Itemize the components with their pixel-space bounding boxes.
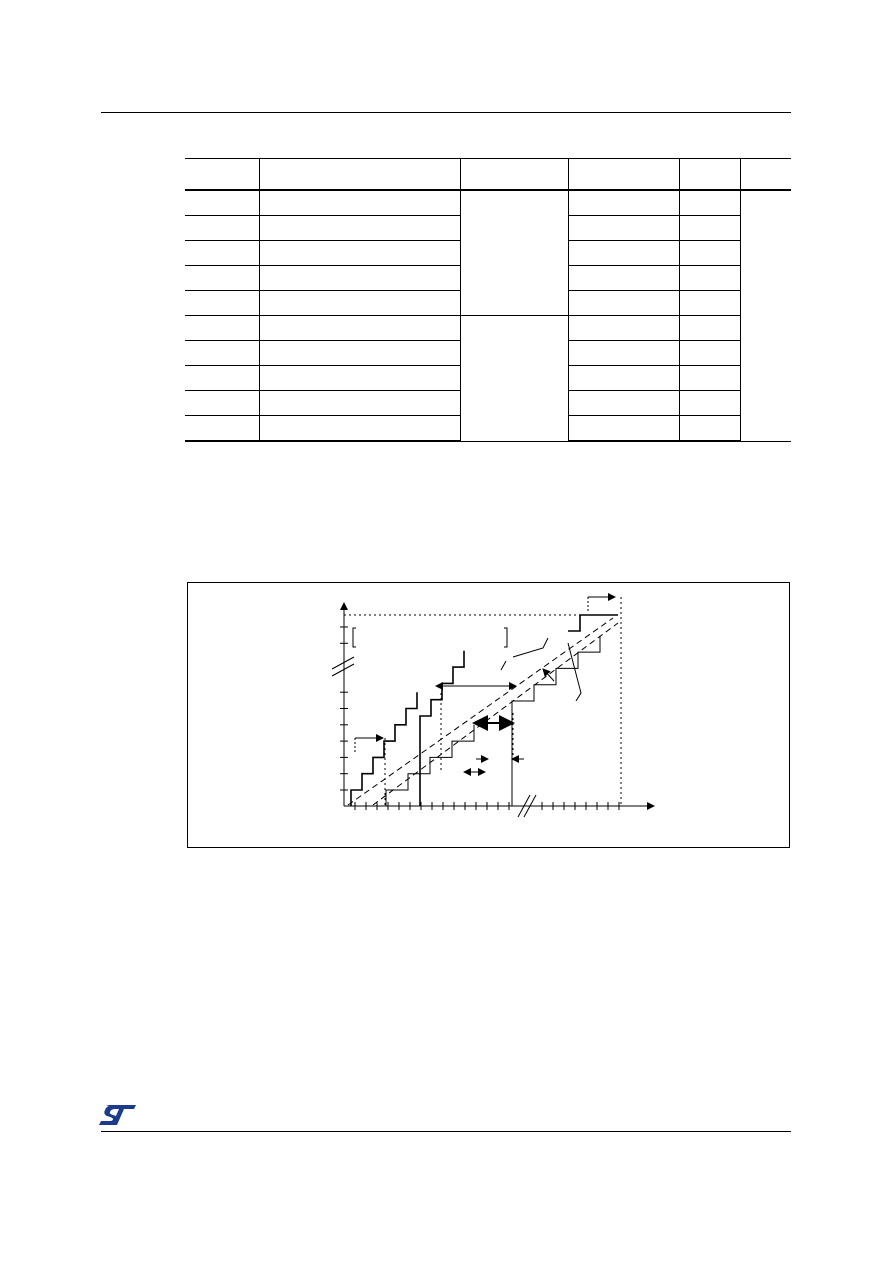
table-cell [568, 190, 679, 216]
axis-ticks [340, 627, 619, 810]
table-cell [568, 341, 679, 366]
transfer-characteristic-diagram [188, 583, 791, 849]
table-cell [679, 416, 740, 442]
table-cell [679, 291, 740, 316]
actual-transfer-line [373, 623, 618, 805]
table-cell [259, 190, 460, 216]
table-cell [259, 216, 460, 241]
actual-staircase-upper [512, 636, 600, 806]
table-cell [259, 316, 460, 341]
table-cell [259, 241, 460, 266]
ideal-staircase [351, 692, 417, 806]
table-cell [568, 241, 679, 266]
table-header-cell [568, 159, 679, 191]
table-cell [259, 416, 460, 442]
specification-table [185, 158, 791, 442]
transfer-staircases [351, 615, 618, 806]
table-last-column-cell [740, 190, 791, 441]
table-group-cell [460, 316, 568, 442]
table-cell [568, 291, 679, 316]
table-cell [185, 391, 259, 416]
table-header-cell [740, 159, 791, 191]
table-cell [259, 266, 460, 291]
footer-rule [101, 1131, 791, 1132]
ideal-transfer-line [348, 618, 613, 805]
table-header-cell [679, 159, 740, 191]
y-axis-break-mark [332, 657, 354, 669]
y-axis-break-mark [332, 664, 354, 676]
range-bracket [353, 628, 507, 647]
transfer-characteristic-figure [187, 582, 790, 848]
table-cell [679, 316, 740, 341]
dashed-transfer-lines [348, 618, 618, 805]
leader-line [513, 638, 548, 657]
header-rule [101, 112, 791, 113]
annotation-arrows [355, 597, 615, 772]
table-header-cell [460, 159, 568, 191]
table-cell [185, 316, 259, 341]
table-cell [259, 391, 460, 416]
table-cell [568, 316, 679, 341]
table-cell [568, 366, 679, 391]
table-cell [568, 391, 679, 416]
table-cell [185, 190, 259, 216]
table-cell [679, 366, 740, 391]
table-cell [679, 216, 740, 241]
table-cell [185, 341, 259, 366]
leader-arrow [543, 669, 554, 681]
table-cell [259, 341, 460, 366]
st-logo-icon [98, 1104, 138, 1126]
table-cell [185, 416, 259, 442]
table-group-cell [460, 190, 568, 316]
table-cell [679, 391, 740, 416]
table-cell [259, 366, 460, 391]
leader-line [501, 661, 506, 670]
table-cell [568, 416, 679, 442]
table-cell [259, 291, 460, 316]
table-cell [185, 216, 259, 241]
table-header-cell [185, 159, 259, 191]
table-cell [679, 341, 740, 366]
actual-staircase [386, 725, 474, 806]
table-cell [185, 241, 259, 266]
table-row [185, 316, 791, 341]
table-row [185, 190, 791, 216]
table-cell [185, 366, 259, 391]
axes [332, 603, 654, 817]
table-cell [568, 266, 679, 291]
table-cell [679, 241, 740, 266]
table-cell [679, 190, 740, 216]
table-header-cell [259, 159, 460, 191]
table-cell [568, 216, 679, 241]
table-cell [185, 266, 259, 291]
table-cell [185, 291, 259, 316]
table-cell [679, 266, 740, 291]
table-header-row [185, 159, 791, 191]
